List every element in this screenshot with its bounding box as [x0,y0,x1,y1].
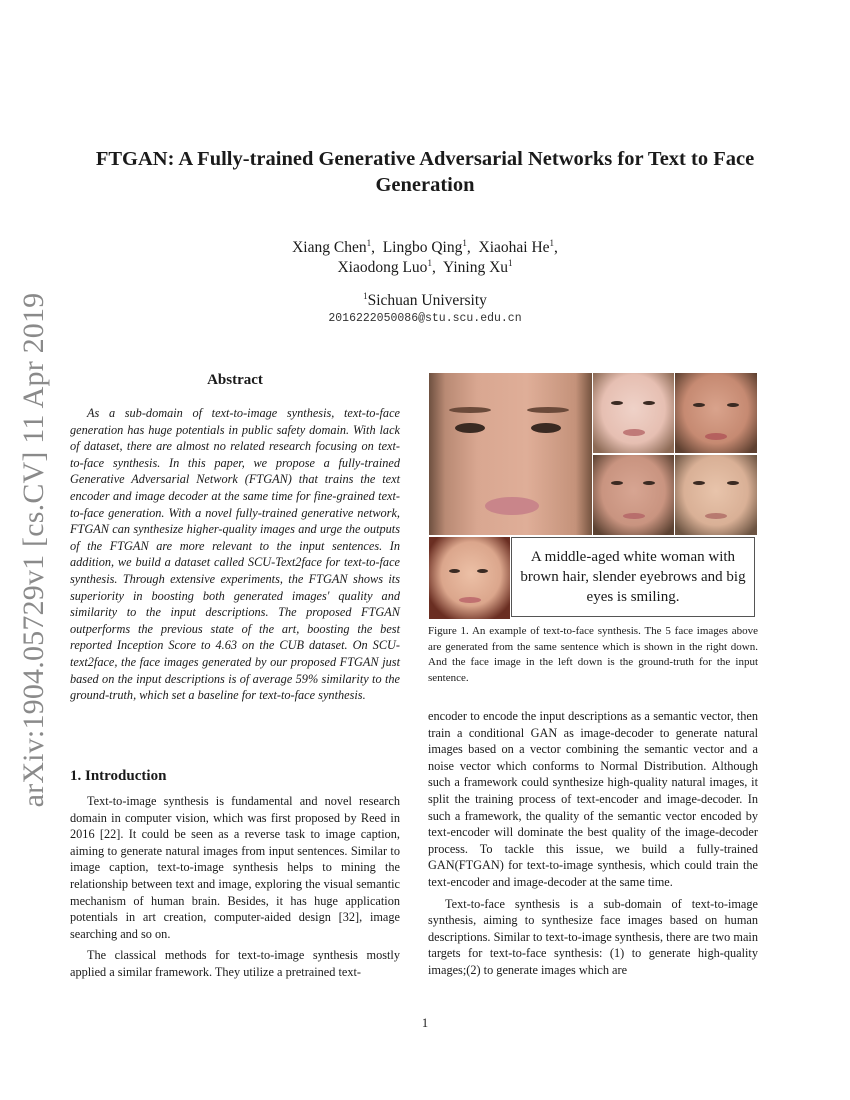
section-heading-introduction: 1. Introduction [70,768,167,784]
affiliation [150,291,700,311]
affil-mark: 1 [549,238,555,248]
generated-face-3 [675,373,757,453]
abstract-heading: Abstract [207,372,263,388]
input-sentence-box [511,537,755,617]
ground-truth-face [429,537,510,619]
paragraph: encoder to encode the input descriptions as a semantic vector, then train a conditional GAN as image-decoder to generate natural images based on a vector combining the semantic vector and a noise vector which conforms to Normal Distribution. Although such a framework could synthesize high-quality natural images, it split the training process of text-encoder and image-decoder. In such a framework, the quality of the semantic vector encoded by text-encoder will dominate the best quality of the image-decoder process. To tackle this issue, we build a fully-trained GAN(FTGAN) for text-to-image synthesis, which could train the text-encoder and image-decoder at the same time. [428,709,758,889]
author-email: 2016222050086@stu.scu.edu.cn [328,312,522,325]
page-number: 1 [421,1016,429,1030]
affiliation-name: Sichuan University [367,292,487,309]
affil-mark: 1 [462,238,467,248]
abstract-body [70,405,400,704]
affil-mark: 1 [427,258,432,268]
abstract-paragraph: As a sub-domain of text-to-image synthesis, text-to-face generation has huge potentials in public safety domain. With lack of dataset, there are almost no related research focusing on text-to-face synthesis. In this paper, we propose a fully-trained Generative Adversarial Network (FTGAN) that trains the text encoder and image decoder at the same time for fine-grained text-to-face generation. With a novel fully-trained generative network, FTGAN can synthesize higher-quality images and urge the outputs of the FTGAN are more relevant to the input sentences. In addition, we build a dataset called SCU-Text2face for text-to-face synthesis. Through extensive experiments, the FTGAN shows its superiority in boosting both generated images' quality and similarity to the input descriptions. The proposed FTGAN outperforms the previous state of the art, boosting the best reported Inception Score to 4.63 on the CUB dataset. On SCU-text2face, the face images generated by our proposed FTGAN just based on the input descriptions is of average 59% similarity to the ground-truth, which set a baseline for text-to-face synthesis. [70,406,400,703]
generated-face-4 [593,455,674,535]
paper-title: FTGAN: A Fully-trained Generative Adversarial Networks for Text to Face Generation [95,148,755,196]
paragraph: The classical methods for text-to-image synthesis mostly applied a similar framework. They utilize a pretrained text- [70,948,400,979]
arxiv-stamp-text: arXiv:1904.05729v1 [cs.CV] 11 Apr 2019 [17,292,50,808]
arxiv-stamp [4,290,64,810]
author-name: Xiang Chen [292,239,367,256]
author-name: Yining Xu [443,259,509,276]
affil-mark: 1 [508,258,513,268]
right-column-body [428,708,758,979]
author-name: Xiaohai He [478,239,550,256]
figure-1-caption: Figure 1. An example of text-to-face synthesis. The 5 face images above are generated from the same sentence which is shown in the right down. And the face image in the left down is the ground-truth for the input sentence. [428,625,758,684]
author-list: Xiang Chen$^1$, Lingbo Qing$^1$, Xiaohai He$^1$, Xiaodong Luo$^1$, Yining Xu$^1$ [292,238,558,276]
author-name: Lingbo Qing [382,239,463,256]
paragraph: Text-to-face synthesis is a sub-domain of text-to-image synthesis, aiming to synthesize face images based on human descriptions. Similar to text-to-image synthesis, there are two main targets for text-to-face synthesis: (1) to generate high-quality images;(2) to generate images which are [428,896,758,977]
paragraph: Text-to-image synthesis is fundamental and novel research domain in computer vision, which was first proposed by Reed in 2016 [22]. It could be seen as a reverse task to image caption, aiming to generate natural images from input sentences. Similar to image caption, text-to-image synthesis helps to mining the relationship between text and image, exploring the visual semantic mechanism of human brain. Besides, it has huge application potentials in art creation, computer-aided design [32], image searching and so on. [70,794,400,941]
author-name: Xiaodong Luo [337,259,428,276]
input-sentence: A middle-aged white woman with brown hair, slender eyebrows and big eyes is smiling. [520,549,746,605]
generated-face-2 [593,373,674,453]
generated-face-5 [675,455,757,535]
figure-1 [429,373,757,619]
introduction-body [70,793,400,981]
generated-face-large [429,373,592,535]
affil-mark: 1 [363,291,368,301]
affil-mark: 1 [366,238,372,248]
